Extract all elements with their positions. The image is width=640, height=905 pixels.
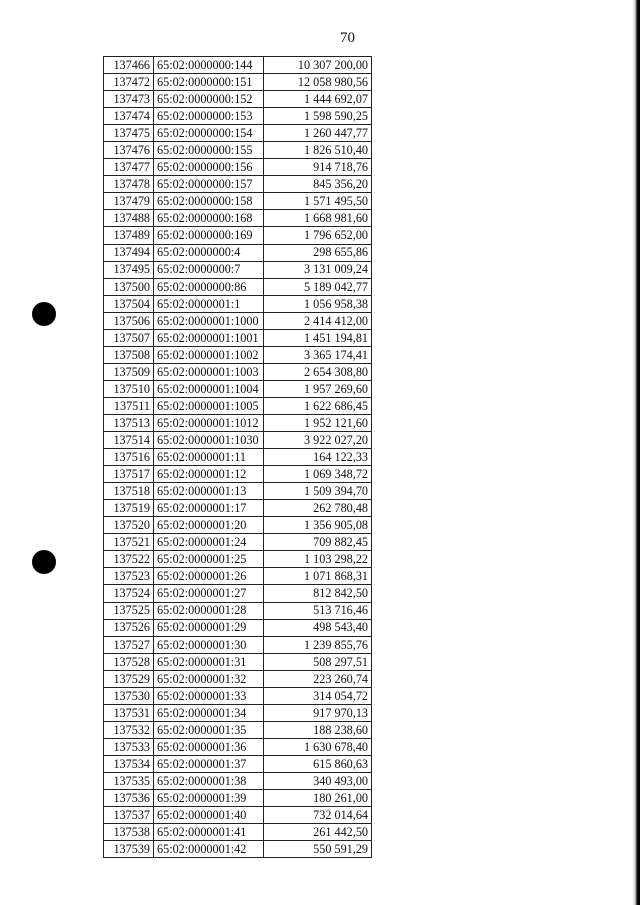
cadastral-value-cell: 709 882,45	[264, 534, 372, 551]
table-row	[104, 176, 372, 193]
cadastral-value-cell: 1 509 394,70	[264, 483, 372, 500]
row-number-cell: 137495	[104, 261, 154, 278]
cadastral-value-cell: 298 655,86	[264, 244, 372, 261]
table-row	[104, 483, 372, 500]
cadastral-value-cell: 914 718,76	[264, 159, 372, 176]
cadastral-number-cell: 65:02:0000001:41	[154, 824, 264, 841]
cadastral-value-cell: 1 630 678,40	[264, 738, 372, 755]
cadastral-number-cell: 65:02:0000000:169	[154, 227, 264, 244]
row-number-cell: 137509	[104, 363, 154, 380]
row-number-cell: 137514	[104, 432, 154, 449]
row-number-cell: 137527	[104, 636, 154, 653]
cadastral-value-cell: 1 796 652,00	[264, 227, 372, 244]
cadastral-value-cell: 1 826 510,40	[264, 142, 372, 159]
row-number-cell: 137472	[104, 74, 154, 91]
row-number-cell: 137511	[104, 397, 154, 414]
cadastral-value-cell: 615 860,63	[264, 755, 372, 772]
row-number-cell: 137526	[104, 619, 154, 636]
table-row	[104, 585, 372, 602]
table-row	[104, 346, 372, 363]
row-number-cell: 137516	[104, 449, 154, 466]
row-number-cell: 137494	[104, 244, 154, 261]
cadastral-value-cell: 340 493,00	[264, 772, 372, 789]
row-number-cell: 137476	[104, 142, 154, 159]
punch-hole-bottom	[32, 550, 56, 574]
cadastral-value-cell: 1 571 495,50	[264, 193, 372, 210]
table-row	[104, 636, 372, 653]
cadastral-number-cell: 65:02:0000000:157	[154, 176, 264, 193]
cadastral-number-cell: 65:02:0000000:155	[154, 142, 264, 159]
cadastral-value-cell: 1 668 981,60	[264, 210, 372, 227]
cadastral-value-cell: 2 654 308,80	[264, 363, 372, 380]
row-number-cell: 137466	[104, 57, 154, 74]
row-number-cell: 137537	[104, 807, 154, 824]
cadastral-number-cell: 65:02:0000001:1030	[154, 432, 264, 449]
cadastral-number-cell: 65:02:0000001:1002	[154, 346, 264, 363]
cadastral-value-cell: 1 103 298,22	[264, 551, 372, 568]
cadastral-number-cell: 65:02:0000001:40	[154, 807, 264, 824]
row-number-cell: 137534	[104, 755, 154, 772]
cadastral-value-cell: 1 598 590,25	[264, 108, 372, 125]
row-number-cell: 137522	[104, 551, 154, 568]
row-number-cell: 137525	[104, 602, 154, 619]
cadastral-number-cell: 65:02:0000000:7	[154, 261, 264, 278]
row-number-cell: 137504	[104, 295, 154, 312]
table-row	[104, 142, 372, 159]
table-body	[104, 57, 372, 858]
row-number-cell: 137520	[104, 517, 154, 534]
table-row	[104, 432, 372, 449]
cadastral-number-cell: 65:02:0000001:33	[154, 687, 264, 704]
table-row	[104, 329, 372, 346]
cadastral-number-cell: 65:02:0000001:1003	[154, 363, 264, 380]
cadastral-number-cell: 65:02:0000000:4	[154, 244, 264, 261]
cadastral-value-cell: 10 307 200,00	[264, 57, 372, 74]
cadastral-number-cell: 65:02:0000001:24	[154, 534, 264, 551]
cadastral-number-cell: 65:02:0000001:34	[154, 704, 264, 721]
cadastral-number-cell: 65:02:0000001:1005	[154, 397, 264, 414]
table-row	[104, 108, 372, 125]
cadastral-value-cell: 1 444 692,07	[264, 91, 372, 108]
table-row	[104, 790, 372, 807]
cadastral-number-cell: 65:02:0000001:25	[154, 551, 264, 568]
table-row	[104, 244, 372, 261]
table-row	[104, 653, 372, 670]
page-number: 70	[340, 30, 355, 46]
cadastral-number-cell: 65:02:0000001:32	[154, 670, 264, 687]
row-number-cell: 137507	[104, 329, 154, 346]
row-number-cell: 137508	[104, 346, 154, 363]
table-row	[104, 687, 372, 704]
row-number-cell: 137519	[104, 500, 154, 517]
cadastral-value-table	[103, 56, 372, 858]
cadastral-number-cell: 65:02:0000001:39	[154, 790, 264, 807]
table-row	[104, 721, 372, 738]
cadastral-value-cell: 513 716,46	[264, 602, 372, 619]
row-number-cell: 137528	[104, 653, 154, 670]
cadastral-number-cell: 65:02:0000000:152	[154, 91, 264, 108]
cadastral-number-cell: 65:02:0000001:13	[154, 483, 264, 500]
cadastral-value-cell: 1 071 868,31	[264, 568, 372, 585]
table-row	[104, 278, 372, 295]
cadastral-value-cell: 223 260,74	[264, 670, 372, 687]
cadastral-value-cell: 180 261,00	[264, 790, 372, 807]
row-number-cell: 137529	[104, 670, 154, 687]
table-row	[104, 466, 372, 483]
cadastral-value-cell: 164 122,33	[264, 449, 372, 466]
table-row	[104, 210, 372, 227]
row-number-cell: 137535	[104, 772, 154, 789]
cadastral-value-cell: 845 356,20	[264, 176, 372, 193]
table-row	[104, 534, 372, 551]
table-row	[104, 824, 372, 841]
table-row	[104, 227, 372, 244]
cadastral-number-cell: 65:02:0000001:1	[154, 295, 264, 312]
cadastral-value-cell: 5 189 042,77	[264, 278, 372, 295]
cadastral-number-cell: 65:02:0000001:17	[154, 500, 264, 517]
punch-hole-top	[32, 302, 56, 326]
table-row	[104, 551, 372, 568]
cadastral-value-cell: 1 356 905,08	[264, 517, 372, 534]
table-row	[104, 755, 372, 772]
row-number-cell: 137536	[104, 790, 154, 807]
cadastral-number-cell: 65:02:0000001:36	[154, 738, 264, 755]
row-number-cell: 137530	[104, 687, 154, 704]
cadastral-value-cell: 3 131 009,24	[264, 261, 372, 278]
cadastral-value-cell: 1 957 269,60	[264, 380, 372, 397]
table-row	[104, 449, 372, 466]
row-number-cell: 137506	[104, 312, 154, 329]
cadastral-number-cell: 65:02:0000000:158	[154, 193, 264, 210]
cadastral-value-cell: 1 239 855,76	[264, 636, 372, 653]
cadastral-number-cell: 65:02:0000001:20	[154, 517, 264, 534]
cadastral-number-cell: 65:02:0000001:1000	[154, 312, 264, 329]
cadastral-value-cell: 550 591,29	[264, 841, 372, 858]
cadastral-value-cell: 188 238,60	[264, 721, 372, 738]
cadastral-value-cell: 314 054,72	[264, 687, 372, 704]
cadastral-value-cell: 1 056 958,38	[264, 295, 372, 312]
cadastral-value-cell: 1 451 194,81	[264, 329, 372, 346]
row-number-cell: 137510	[104, 380, 154, 397]
row-number-cell: 137475	[104, 125, 154, 142]
table-row	[104, 380, 372, 397]
row-number-cell: 137500	[104, 278, 154, 295]
table-row	[104, 517, 372, 534]
page-edge-shadow	[632, 0, 640, 905]
cadastral-number-cell: 65:02:0000000:151	[154, 74, 264, 91]
table-row	[104, 57, 372, 74]
row-number-cell: 137489	[104, 227, 154, 244]
cadastral-number-cell: 65:02:0000001:26	[154, 568, 264, 585]
row-number-cell: 137517	[104, 466, 154, 483]
table-row	[104, 738, 372, 755]
cadastral-number-cell: 65:02:0000000:86	[154, 278, 264, 295]
cadastral-value-cell: 917 970,13	[264, 704, 372, 721]
row-number-cell: 137538	[104, 824, 154, 841]
cadastral-value-cell: 732 014,64	[264, 807, 372, 824]
cadastral-value-cell: 262 780,48	[264, 500, 372, 517]
table-row	[104, 670, 372, 687]
cadastral-value-cell: 1 260 447,77	[264, 125, 372, 142]
cadastral-value-cell: 812 842,50	[264, 585, 372, 602]
table-row	[104, 397, 372, 414]
row-number-cell: 137523	[104, 568, 154, 585]
cadastral-number-cell: 65:02:0000000:153	[154, 108, 264, 125]
row-number-cell: 137477	[104, 159, 154, 176]
cadastral-value-cell: 508 297,51	[264, 653, 372, 670]
cadastral-number-cell: 65:02:0000001:11	[154, 449, 264, 466]
table-row	[104, 807, 372, 824]
cadastral-value-cell: 3 365 174,41	[264, 346, 372, 363]
table-row	[104, 159, 372, 176]
cadastral-number-cell: 65:02:0000000:168	[154, 210, 264, 227]
table-row	[104, 363, 372, 380]
row-number-cell: 137532	[104, 721, 154, 738]
table-row	[104, 74, 372, 91]
cadastral-number-cell: 65:02:0000001:35	[154, 721, 264, 738]
table-row	[104, 125, 372, 142]
cadastral-number-cell: 65:02:0000001:31	[154, 653, 264, 670]
cadastral-number-cell: 65:02:0000000:144	[154, 57, 264, 74]
table-row	[104, 312, 372, 329]
row-number-cell: 137513	[104, 414, 154, 431]
cadastral-number-cell: 65:02:0000001:28	[154, 602, 264, 619]
table-row	[104, 295, 372, 312]
cadastral-value-cell: 1 069 348,72	[264, 466, 372, 483]
table-row	[104, 91, 372, 108]
row-number-cell: 137524	[104, 585, 154, 602]
row-number-cell: 137539	[104, 841, 154, 858]
cadastral-number-cell: 65:02:0000001:27	[154, 585, 264, 602]
row-number-cell: 137533	[104, 738, 154, 755]
row-number-cell: 137521	[104, 534, 154, 551]
row-number-cell: 137473	[104, 91, 154, 108]
table-row	[104, 704, 372, 721]
cadastral-number-cell: 65:02:0000000:154	[154, 125, 264, 142]
cadastral-number-cell: 65:02:0000001:1012	[154, 414, 264, 431]
cadastral-value-cell: 3 922 027,20	[264, 432, 372, 449]
cadastral-number-cell: 65:02:0000001:42	[154, 841, 264, 858]
cadastral-value-cell: 12 058 980,56	[264, 74, 372, 91]
row-number-cell: 137518	[104, 483, 154, 500]
row-number-cell: 137488	[104, 210, 154, 227]
table-row	[104, 193, 372, 210]
row-number-cell: 137478	[104, 176, 154, 193]
row-number-cell: 137479	[104, 193, 154, 210]
table-row	[104, 414, 372, 431]
cadastral-number-cell: 65:02:0000001:12	[154, 466, 264, 483]
row-number-cell: 137531	[104, 704, 154, 721]
cadastral-number-cell: 65:02:0000000:156	[154, 159, 264, 176]
cadastral-number-cell: 65:02:0000001:38	[154, 772, 264, 789]
cadastral-number-cell: 65:02:0000001:29	[154, 619, 264, 636]
table-row	[104, 500, 372, 517]
cadastral-number-cell: 65:02:0000001:30	[154, 636, 264, 653]
cadastral-number-cell: 65:02:0000001:1001	[154, 329, 264, 346]
table-row	[104, 568, 372, 585]
table-row	[104, 772, 372, 789]
cadastral-value-cell: 261 442,50	[264, 824, 372, 841]
table-row	[104, 619, 372, 636]
cadastral-value-cell: 498 543,40	[264, 619, 372, 636]
cadastral-number-cell: 65:02:0000001:1004	[154, 380, 264, 397]
table-row	[104, 841, 372, 858]
cadastral-value-cell: 2 414 412,00	[264, 312, 372, 329]
table-row	[104, 261, 372, 278]
cadastral-value-cell: 1 952 121,60	[264, 414, 372, 431]
cadastral-number-cell: 65:02:0000001:37	[154, 755, 264, 772]
cadastral-value-cell: 1 622 686,45	[264, 397, 372, 414]
table-row	[104, 602, 372, 619]
row-number-cell: 137474	[104, 108, 154, 125]
